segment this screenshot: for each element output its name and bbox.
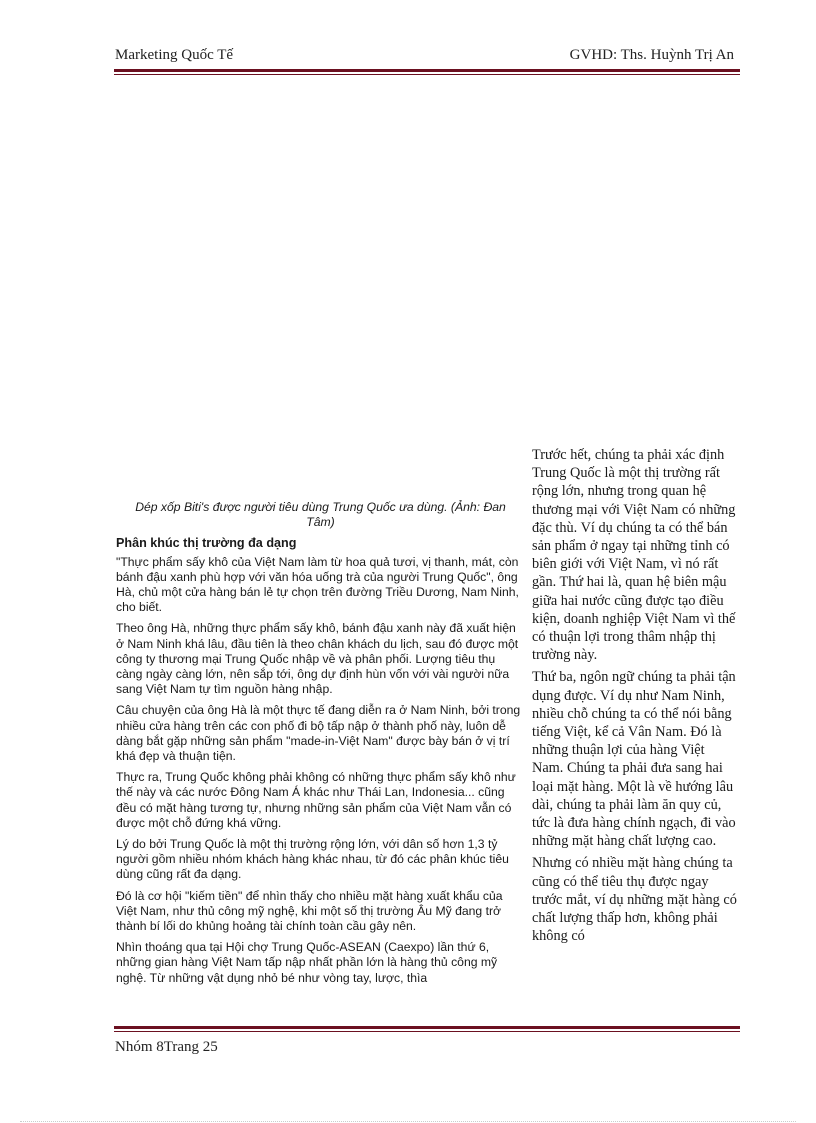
left-column: [116, 500, 525, 1016]
left-paragraph: Lý do bởi Trung Quốc là một thị trường rộng lớn, với dân số hơn 1,3 tỷ người gồm nhiều nhóm khách hàng khác nhau, từ đó các phân khúc tiêu dùng cũng rất đa dạng.: [116, 837, 509, 882]
right-paragraph: Trước hết, chúng ta phải xác định Trung Quốc là một thị trường rất rộng lớn, nhưng trong quan hệ thương mại với Việt Nam có những đặc thù. Ví dụ chúng ta có thể bán sản phẩm ở ngay tại những tỉnh có biên giới với Việt Nam, vì nó rất gần. Thứ hai là, quan hệ biên mậu giữa hai nước cũng được tạo điều kiện, doanh nghiệp Việt Nam vì thế có thuận lợi trong thâm nhập thị trường này.: [532, 447, 736, 664]
footer-rule-thick: [114, 1026, 740, 1029]
footer-rule-thin: [114, 1031, 740, 1032]
left-paragraph: Nhìn thoáng qua tại Hội chợ Trung Quốc-ASEAN (Caexpo) lần thứ 6, những gian hàng Việt Nam tấp nập nhất phần lớn là hàng thủ công mỹ nghệ. Từ những vật dụng nhỏ bé như vòng tay, lược, thìa: [116, 940, 498, 985]
left-paragraph: Thực ra, Trung Quốc không phải không có những thực phẩm sấy khô như thế này và các nước Đông Nam Á khác như Thái Lan, Indonesia... cũng đều có mặt hàng tương tự, nhưng những sản phẩm của Việt Nam vẫn có được một chỗ đứng khá vững.: [116, 770, 516, 830]
left-paragraph: Theo ông Hà, những thực phẩm sấy khô, bánh đậu xanh này đã xuất hiện ở Nam Ninh khá lâu, đầu tiên là theo chân khách du lịch, sau đó được một công ty thương mại Trung Quốc nhập về và phân phối. Lượng tiêu thụ càng ngày càng lớn, nên sắp tới, ông dự định hùn vốn với vài người nữa sang Việt Nam tự tìm nguồn hàng nhập.: [116, 621, 519, 697]
page-header-left: Marketing Quốc Tế: [115, 47, 234, 63]
page-footer: Nhóm 8Trang 25: [115, 1039, 218, 1055]
header-rule-thin: [114, 74, 740, 75]
right-column: [532, 446, 738, 1028]
page-bottom-dotted-border: [20, 1121, 796, 1122]
header-rule-thick: [114, 69, 740, 72]
left-paragraph: "Thực phẩm sấy khô của Việt Nam làm từ hoa quả tươi, vị thanh, mát, còn bánh đậu xanh phù hợp với văn hóa uống trà của người Trung Quốc", ông Hà, chủ một cửa hàng bán lẻ tự chọn trên đường Triều Dương, Nam Ninh, cho biết.: [116, 554, 519, 615]
page-header-right: GVHD: Ths. Huỳnh Trị An: [569, 47, 734, 63]
image-caption: Dép xốp Biti's được người tiêu dùng Trung Quốc ưa dùng. (Ảnh: Đan Tâm): [135, 500, 506, 530]
left-paragraph: Đó là cơ hội "kiếm tiền" để nhìn thấy cho nhiều mặt hàng xuất khẩu của Việt Nam, như thủ công mỹ nghệ, khi một số thị trường Âu Mỹ đang trở thành bí lối do khủng hoảng tài chính toàn cầu gây nên.: [116, 888, 503, 934]
right-paragraph: Thứ ba, ngôn ngữ chúng ta phải tận dụng được. Ví dụ như Nam Ninh, nhiều chỗ chúng ta có thể nói bằng tiếng Việt, kể cả Vân Nam. Đó là những thuận lợi của hàng Việt Nam. Chúng ta phải đưa sang hai loại mặt hàng. Một là về hướng lâu dài, chúng ta phải làm ăn quy củ, tức là đưa hàng chính ngạch, đi vào những mặt hàng chất lượng cao.: [532, 669, 736, 850]
section-heading: Phân khúc thị trường đa dạng: [116, 536, 297, 551]
left-paragraph: Câu chuyện của ông Hà là một thực tế đang diễn ra ở Nam Ninh, bởi trong nhiều cửa hàng trên các con phố đi bộ tấp nập ở thành phố này, luôn dễ dàng bắt gặp những sản phẩm "made-in-Việt Nam" được bày bán ở vị trí khá đẹp và thuận tiện.: [116, 703, 521, 764]
right-paragraph: Nhưng có nhiều mặt hàng chúng ta cũng có thể tiêu thụ được ngay trước mắt, ví dụ những mặt hàng có chất lượng thấp hơn, không phải không có: [532, 855, 737, 945]
